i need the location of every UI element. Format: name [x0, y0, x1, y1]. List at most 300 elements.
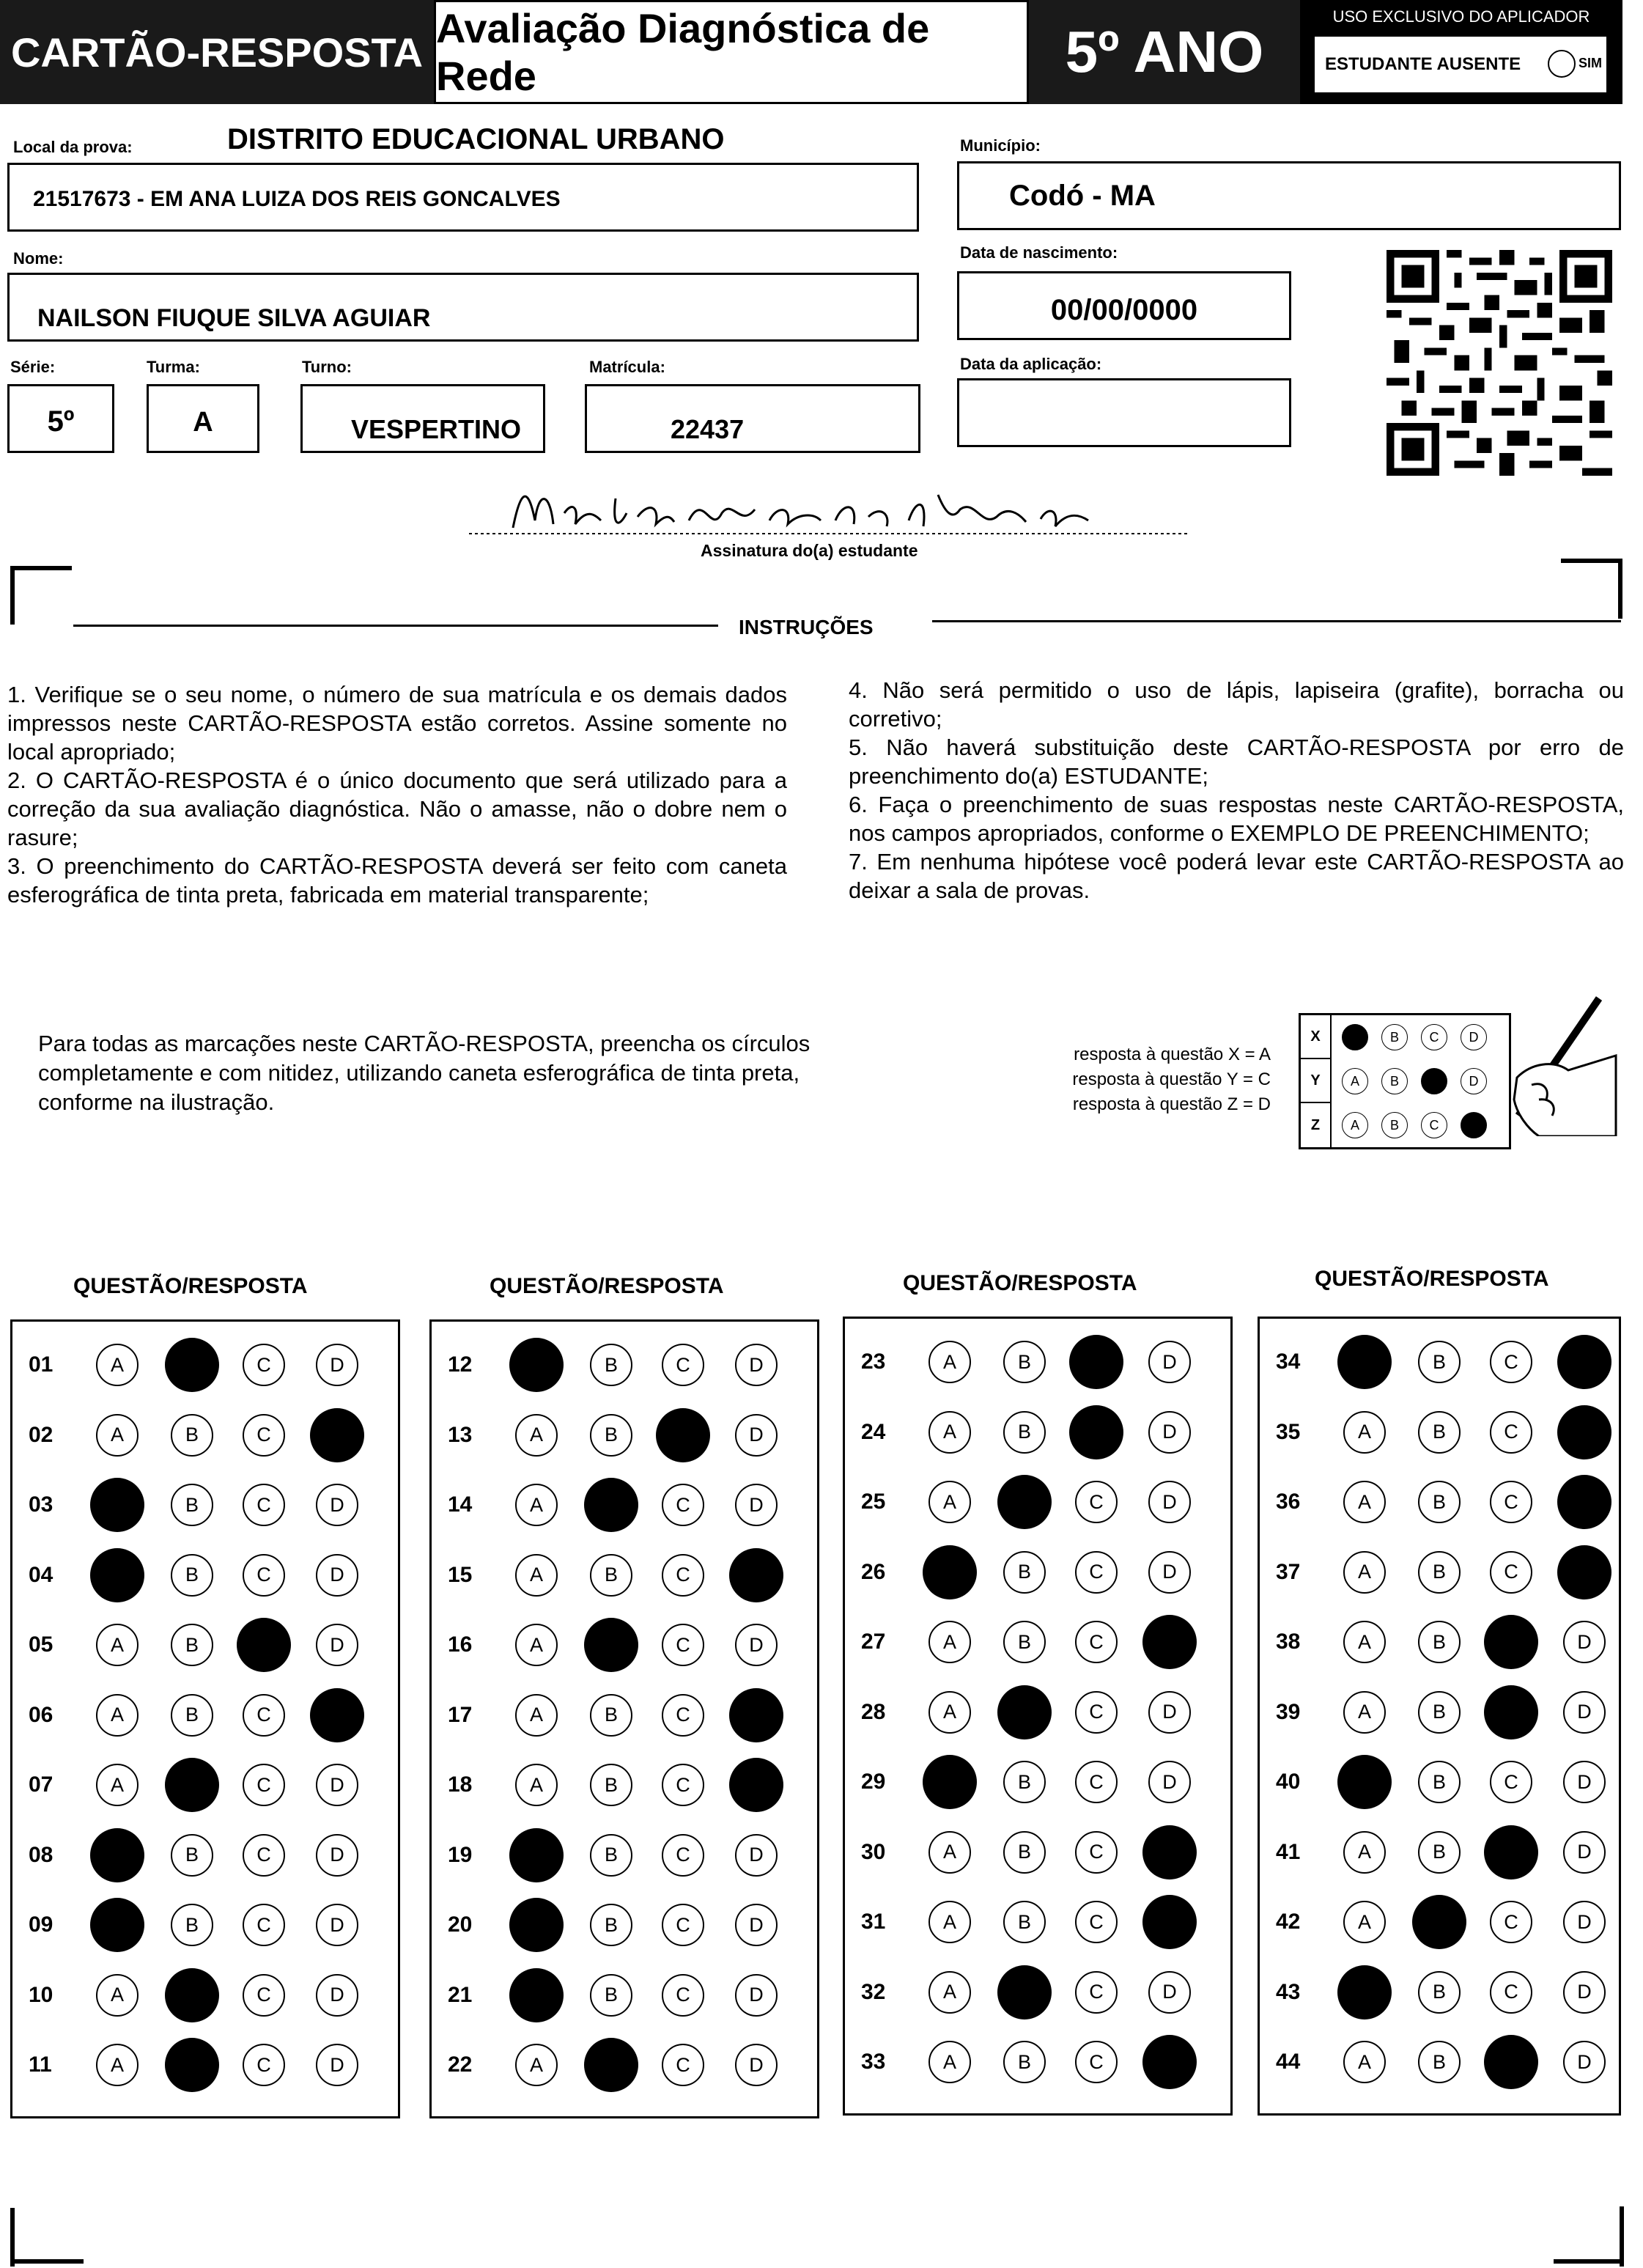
turno-box — [300, 384, 545, 453]
answer-bubble-c[interactable]: C — [243, 1764, 285, 1806]
question-number: 15 — [448, 1562, 473, 1587]
answer-bubble-c[interactable] — [1484, 1685, 1538, 1739]
answer-bubble-a[interactable] — [509, 1968, 564, 2022]
answer-bubble-d[interactable]: D — [1148, 1971, 1191, 2014]
matricula: 22437 — [671, 414, 745, 444]
answer-bubble-a[interactable]: A — [96, 1624, 139, 1666]
answer-bubble-d[interactable]: D — [316, 1554, 358, 1597]
answer-bubble-c[interactable]: C — [243, 2044, 285, 2086]
answer-bubble-a[interactable]: A — [1343, 1621, 1386, 1663]
answer-bubble-d[interactable] — [1142, 1895, 1197, 1949]
example-line: resposta à questão Z = D — [1072, 1094, 1271, 1114]
answer-bubble-a[interactable]: A — [96, 1344, 139, 1386]
answer-bubble-d[interactable]: D — [1148, 1411, 1191, 1454]
answer-bubble-d[interactable]: D — [316, 1624, 358, 1666]
answer-bubble-b[interactable] — [584, 1618, 638, 1672]
question-number: 04 — [29, 1562, 53, 1587]
question-number: 02 — [29, 1422, 53, 1447]
applicator-box — [1300, 0, 1622, 104]
answer-bubble-c[interactable]: C — [1075, 1551, 1118, 1594]
answer-bubble-b[interactable]: B — [590, 1904, 632, 1946]
answer-row — [12, 2044, 398, 2088]
answer-bubble-b[interactable]: B — [171, 1624, 213, 1666]
answer-bubble-c[interactable] — [1484, 2035, 1538, 2089]
answer-bubble-a[interactable] — [923, 1545, 977, 1599]
question-number: 03 — [29, 1492, 53, 1517]
answer-row — [1260, 1971, 1619, 2015]
instructions-col1 — [7, 680, 787, 909]
question-number: 13 — [448, 1422, 473, 1447]
example-bubble — [1342, 1024, 1368, 1050]
question-number: 33 — [861, 2050, 886, 2074]
answer-bubble-a[interactable]: A — [928, 1341, 971, 1383]
answer-bubble-c[interactable]: C — [662, 1974, 704, 2017]
answer-row — [12, 1974, 398, 2018]
answer-bubble-d[interactable] — [1142, 1615, 1197, 1669]
answer-bubble-c[interactable] — [1484, 1825, 1538, 1879]
answer-bubble-b[interactable]: B — [171, 1414, 213, 1457]
answer-bubble-a[interactable]: A — [928, 1621, 971, 1663]
answer-bubble-b[interactable]: B — [1418, 1691, 1461, 1734]
answer-bubble-b[interactable] — [1412, 1895, 1466, 1949]
applicator-label: USO EXCLUSIVO DO APLICADOR — [1332, 7, 1590, 26]
answer-bubble-c[interactable]: C — [662, 1624, 704, 1666]
municipio-box — [957, 161, 1621, 230]
answer-bubble-a[interactable] — [1337, 1965, 1392, 2020]
answer-bubble-d[interactable]: D — [735, 1904, 778, 1946]
answer-bubble-a[interactable]: A — [1343, 1551, 1386, 1594]
answer-bubble-d[interactable]: D — [316, 1764, 358, 1806]
answer-bubble-d[interactable] — [1557, 1475, 1611, 1529]
answer-bubble-c[interactable]: C — [243, 1344, 285, 1386]
answer-bubble-d[interactable] — [1557, 1545, 1611, 1599]
answer-bubble-a[interactable]: A — [515, 1414, 558, 1457]
example-grid — [1299, 1013, 1511, 1149]
answer-bubble-d[interactable] — [729, 1688, 783, 1742]
answer-panel — [429, 1319, 819, 2118]
signature-caption: Assinatura do(a) estudante — [701, 541, 918, 560]
answer-row — [845, 1341, 1230, 1385]
answer-bubble-b[interactable]: B — [1418, 1411, 1461, 1454]
answer-bubble-b[interactable]: B — [1418, 1551, 1461, 1594]
question-number: 43 — [1276, 1979, 1301, 2004]
serie-box — [7, 384, 114, 453]
example-bubble: D — [1461, 1068, 1487, 1094]
turma-box — [147, 384, 259, 453]
answer-bubble-b[interactable]: B — [171, 1554, 213, 1597]
answer-bubble-c[interactable]: C — [243, 1554, 285, 1597]
example-bubble: B — [1381, 1112, 1408, 1138]
answer-row — [845, 1621, 1230, 1665]
answer-bubble-a[interactable]: A — [515, 1764, 558, 1806]
answer-bubble-b[interactable]: B — [590, 1834, 632, 1877]
answer-bubble-d[interactable]: D — [735, 1414, 778, 1457]
answer-row — [432, 1484, 817, 1528]
answer-bubble-c[interactable] — [1069, 1405, 1123, 1459]
municipio: Codó - MA — [1009, 180, 1156, 212]
question-number: 23 — [861, 1350, 886, 1374]
answer-bubble-c[interactable]: C — [662, 1694, 704, 1737]
answer-bubble-b[interactable] — [584, 1478, 638, 1532]
instruction-item: 3. O preenchimento do CARTÃO-RESPOSTA deverá ser feito com caneta esferográfica de tinta preta, fabricada em material transparente; — [7, 853, 787, 907]
example-bubble: D — [1461, 1024, 1487, 1050]
instructions-rule-right — [932, 620, 1621, 622]
example-bubble — [1461, 1112, 1487, 1138]
answer-bubble-c[interactable]: C — [662, 1904, 704, 1946]
question-column-title: QUESTÃO/RESPOSTA — [490, 1274, 724, 1298]
question-number: 42 — [1276, 1910, 1301, 1934]
answer-row — [1260, 1551, 1619, 1595]
question-number: 05 — [29, 1632, 53, 1657]
answer-bubble-b[interactable]: B — [1003, 1761, 1046, 1803]
answer-bubble-a[interactable]: A — [1343, 1411, 1386, 1454]
answer-bubble-a[interactable]: A — [96, 2044, 139, 2086]
question-number: 27 — [861, 1630, 886, 1654]
fill-note: Para todas as marcações neste CARTÃO-RESPOSTA, preencha os círculos completamente e com nitidez, utilizando caneta esferográfica de tinta preta, conforme na ilustração. — [38, 1031, 811, 1115]
answer-bubble-a[interactable] — [1337, 1755, 1392, 1809]
answer-bubble-c[interactable]: C — [1075, 1901, 1118, 1943]
answer-row — [432, 1624, 817, 1668]
answer-row — [12, 1554, 398, 1598]
answer-row — [1260, 1411, 1619, 1455]
answer-bubble-c[interactable]: C — [243, 1484, 285, 1526]
matricula-label: Matrícula: — [589, 358, 665, 376]
instructions-col2 — [849, 676, 1624, 905]
answer-bubble-a[interactable]: A — [515, 2044, 558, 2086]
question-number: 14 — [448, 1492, 473, 1517]
question-number: 41 — [1276, 1839, 1301, 1864]
answer-bubble-d[interactable]: D — [1563, 1971, 1606, 2014]
question-number: 19 — [448, 1842, 473, 1867]
absent-checkbox[interactable] — [1548, 50, 1576, 78]
answer-bubble-b[interactable]: B — [1003, 1621, 1046, 1663]
answer-bubble-c[interactable]: C — [662, 1834, 704, 1877]
answer-bubble-c[interactable]: C — [1075, 1761, 1118, 1803]
answer-bubble-d[interactable]: D — [1563, 1901, 1606, 1943]
instructions-rule-left — [73, 625, 718, 627]
matricula-box — [585, 384, 920, 453]
answer-bubble-a[interactable] — [90, 1548, 144, 1602]
example-bubble: A — [1342, 1112, 1368, 1138]
answer-bubble-c[interactable]: C — [243, 1904, 285, 1946]
answer-bubble-b[interactable] — [997, 1685, 1052, 1739]
example-row-label: Z — [1301, 1103, 1332, 1147]
answer-bubble-c[interactable]: C — [243, 1414, 285, 1457]
answer-bubble-b[interactable] — [997, 1475, 1052, 1529]
answer-bubble-b[interactable] — [165, 1338, 219, 1392]
answer-bubble-d[interactable]: D — [316, 1974, 358, 2017]
answer-bubble-d[interactable]: D — [316, 1904, 358, 1946]
answer-bubble-b[interactable] — [165, 2038, 219, 2092]
question-number: 10 — [29, 1982, 53, 2007]
answer-bubble-c[interactable] — [1069, 1335, 1123, 1389]
exam-title: Avaliação Diagnóstica de Rede — [434, 0, 1029, 104]
answer-bubble-a[interactable]: A — [928, 2041, 971, 2083]
answer-row — [432, 1904, 817, 1948]
question-number: 40 — [1276, 1770, 1301, 1794]
answer-bubble-b[interactable]: B — [590, 1974, 632, 2017]
corner-mark-br-h — [1554, 2259, 1624, 2264]
pen-hand-illustration — [1488, 990, 1620, 1136]
answer-bubble-c[interactable]: C — [662, 1554, 704, 1597]
answer-bubble-c[interactable]: C — [662, 1764, 704, 1806]
answer-bubble-d[interactable]: D — [1148, 1761, 1191, 1803]
answer-bubble-d[interactable] — [310, 1408, 364, 1462]
instruction-item: 4. Não será permitido o uso de lápis, lapiseira (grafite), borracha ou corretivo; — [849, 677, 1624, 732]
answer-bubble-b[interactable]: B — [171, 1484, 213, 1526]
instruction-item: 7. Em nenhuma hipótese você poderá levar este CARTÃO-RESPOSTA ao deixar a sala de provas. — [849, 849, 1624, 903]
answer-bubble-d[interactable] — [1557, 1405, 1611, 1459]
answer-bubble-a[interactable]: A — [1343, 1481, 1386, 1523]
question-number: 38 — [1276, 1630, 1301, 1654]
answer-bubble-c[interactable]: C — [243, 1974, 285, 2017]
answer-bubble-a[interactable] — [90, 1478, 144, 1532]
question-number: 31 — [861, 1910, 886, 1934]
example-lines — [1032, 1042, 1271, 1117]
answer-bubble-b[interactable] — [165, 1758, 219, 1812]
answer-bubble-d[interactable]: D — [735, 1834, 778, 1877]
answer-bubble-c[interactable]: C — [1490, 1901, 1532, 1943]
answer-row — [1260, 1691, 1619, 1735]
example-bubble: A — [1342, 1068, 1368, 1094]
card-title: CARTÃO-RESPOSTA — [0, 0, 434, 104]
answer-bubble-b[interactable]: B — [590, 1764, 632, 1806]
example-bubble — [1421, 1068, 1447, 1094]
question-number: 16 — [448, 1632, 473, 1657]
answer-bubble-d[interactable]: D — [316, 1344, 358, 1386]
answer-bubble-c[interactable]: C — [1075, 1971, 1118, 2014]
answer-bubble-b[interactable]: B — [1003, 1551, 1046, 1594]
answer-bubble-b[interactable]: B — [171, 1694, 213, 1737]
answer-bubble-b[interactable]: B — [1003, 1411, 1046, 1454]
question-number: 37 — [1276, 1559, 1301, 1584]
nome-box — [7, 273, 919, 342]
answer-bubble-d[interactable]: D — [1148, 1551, 1191, 1594]
answer-bubble-c[interactable]: C — [1490, 1341, 1532, 1383]
question-number: 39 — [1276, 1699, 1301, 1724]
answer-bubble-c[interactable]: C — [1490, 1551, 1532, 1594]
answer-bubble-c[interactable] — [656, 1408, 710, 1462]
answer-row — [12, 1414, 398, 1458]
answer-bubble-d[interactable]: D — [1563, 1621, 1606, 1663]
answer-bubble-a[interactable]: A — [1343, 1691, 1386, 1734]
answer-bubble-d[interactable]: D — [735, 1974, 778, 2017]
answer-bubble-a[interactable] — [923, 1755, 977, 1809]
grade-title: 5º ANO — [1029, 0, 1300, 104]
qr-code — [1387, 248, 1612, 478]
answer-row — [12, 1484, 398, 1528]
answer-bubble-d[interactable]: D — [1148, 1691, 1191, 1734]
answer-bubble-a[interactable] — [90, 1828, 144, 1882]
absent-box — [1313, 35, 1608, 94]
answer-row — [12, 1694, 398, 1738]
answer-row — [845, 2041, 1230, 2085]
answer-bubble-d[interactable]: D — [735, 1624, 778, 1666]
question-number: 07 — [29, 1772, 53, 1797]
answer-bubble-c[interactable]: C — [662, 2044, 704, 2086]
instructions-title: INSTRUÇÕES — [739, 616, 874, 638]
answer-bubble-d[interactable] — [1142, 1825, 1197, 1879]
answer-bubble-a[interactable] — [90, 1898, 144, 1952]
answer-bubble-d[interactable]: D — [316, 1834, 358, 1877]
answer-bubble-a[interactable] — [1337, 1335, 1392, 1389]
answer-bubble-c[interactable]: C — [1490, 1761, 1532, 1803]
answer-panel — [10, 1319, 400, 2118]
answer-bubble-c[interactable] — [1484, 1615, 1538, 1669]
answer-bubble-a[interactable]: A — [96, 1694, 139, 1737]
answer-row — [432, 1414, 817, 1458]
answer-bubble-b[interactable] — [584, 2038, 638, 2092]
answer-bubble-c[interactable] — [237, 1618, 291, 1672]
example-row-label: X — [1301, 1015, 1332, 1059]
answer-bubble-a[interactable]: A — [96, 1764, 139, 1806]
answer-bubble-d[interactable]: D — [1148, 1341, 1191, 1383]
answer-bubble-a[interactable]: A — [1343, 1831, 1386, 1874]
answer-bubble-b[interactable]: B — [1418, 1481, 1461, 1523]
answer-bubble-c[interactable]: C — [1075, 1481, 1118, 1523]
example-line: resposta à questão X = A — [1074, 1045, 1271, 1064]
answer-bubble-c[interactable]: C — [1075, 1621, 1118, 1663]
answer-bubble-d[interactable] — [729, 1758, 783, 1812]
question-column-title: QUESTÃO/RESPOSTA — [1315, 1267, 1549, 1291]
nascimento-label: Data de nascimento: — [960, 243, 1118, 262]
answer-bubble-c[interactable]: C — [243, 1834, 285, 1877]
corner-mark-bl — [10, 2208, 15, 2267]
example-bubble: B — [1381, 1024, 1408, 1050]
answer-bubble-c[interactable]: C — [1490, 1971, 1532, 2014]
instruction-item: 5. Não haverá substituição deste CARTÃO-RESPOSTA por erro de preenchimento do(a) ESTUDANTE; — [849, 734, 1624, 789]
answer-bubble-d[interactable] — [1142, 2035, 1197, 2089]
serie-label: Série: — [10, 358, 56, 376]
answer-row — [845, 1761, 1230, 1805]
answer-bubble-b[interactable]: B — [1003, 2041, 1046, 2083]
question-number: 17 — [448, 1702, 473, 1727]
question-column-title: QUESTÃO/RESPOSTA — [73, 1274, 308, 1298]
school-box — [7, 163, 919, 232]
answer-panel — [843, 1317, 1233, 2116]
answer-row — [845, 1551, 1230, 1595]
answer-bubble-b[interactable]: B — [1418, 1621, 1461, 1663]
answer-bubble-c[interactable]: C — [662, 1484, 704, 1526]
answer-bubble-a[interactable]: A — [96, 1414, 139, 1457]
question-number: 29 — [861, 1770, 886, 1794]
answer-bubble-a[interactable] — [509, 1828, 564, 1882]
municipio-label: Município: — [960, 136, 1041, 155]
answer-bubble-d[interactable] — [729, 1548, 783, 1602]
answer-bubble-a[interactable]: A — [515, 1694, 558, 1737]
corner-mark-tl — [10, 566, 72, 570]
answer-row — [432, 1554, 817, 1598]
answer-bubble-b[interactable]: B — [1418, 1341, 1461, 1383]
answer-bubble-d[interactable]: D — [1148, 1481, 1191, 1523]
instruction-item: 2. O CARTÃO-RESPOSTA é o único documento que será utilizado para a correção da sua avaliação diagnóstica. Não o amasse, não o dobre nem o rasure; — [7, 767, 787, 850]
answer-bubble-b[interactable]: B — [1003, 1901, 1046, 1943]
answer-row — [845, 1971, 1230, 2015]
answer-bubble-b[interactable]: B — [1418, 2041, 1461, 2083]
answer-bubble-d[interactable] — [310, 1688, 364, 1742]
example-line: resposta à questão Y = C — [1072, 1069, 1271, 1089]
answer-row — [12, 1624, 398, 1668]
answer-bubble-c[interactable]: C — [662, 1344, 704, 1386]
answer-bubble-d[interactable]: D — [316, 2044, 358, 2086]
answer-bubble-a[interactable]: A — [928, 1691, 971, 1734]
signature — [469, 469, 1187, 550]
question-number: 25 — [861, 1490, 886, 1514]
answer-bubble-d[interactable] — [1557, 1335, 1611, 1389]
answer-bubble-b[interactable] — [997, 1965, 1052, 2020]
answer-bubble-d[interactable]: D — [1563, 1761, 1606, 1803]
answer-bubble-d[interactable]: D — [1563, 1691, 1606, 1734]
answer-bubble-a[interactable]: A — [928, 1411, 971, 1454]
answer-bubble-a[interactable]: A — [928, 1831, 971, 1874]
answer-bubble-a[interactable]: A — [1343, 2041, 1386, 2083]
answer-bubble-b[interactable]: B — [1418, 1971, 1461, 2014]
question-number: 26 — [861, 1559, 886, 1584]
answer-bubble-c[interactable]: C — [1490, 1481, 1532, 1523]
answer-bubble-d[interactable]: D — [1563, 2041, 1606, 2083]
answer-bubble-c[interactable]: C — [1075, 2041, 1118, 2083]
answer-bubble-b[interactable]: B — [1418, 1761, 1461, 1803]
aplicacao-label: Data da aplicação: — [960, 355, 1102, 373]
answer-bubble-a[interactable]: A — [928, 1481, 971, 1523]
answer-bubble-d[interactable]: D — [1563, 1831, 1606, 1874]
answer-bubble-a[interactable]: A — [515, 1554, 558, 1597]
answer-bubble-a[interactable]: A — [1343, 1901, 1386, 1943]
answer-row — [1260, 2041, 1619, 2085]
answer-bubble-b[interactable]: B — [171, 1904, 213, 1946]
answer-bubble-b[interactable]: B — [590, 1414, 632, 1457]
answer-bubble-b[interactable]: B — [590, 1554, 632, 1597]
answer-bubble-a[interactable]: A — [928, 1971, 971, 2014]
answer-bubble-c[interactable]: C — [243, 1694, 285, 1737]
corner-mark-br — [1620, 2206, 1624, 2267]
answer-bubble-b[interactable]: B — [1003, 1341, 1046, 1383]
answer-bubble-a[interactable] — [509, 1898, 564, 1952]
question-number: 44 — [1276, 2050, 1301, 2074]
answer-bubble-b[interactable]: B — [1003, 1831, 1046, 1874]
corner-mark-tr — [1561, 559, 1622, 563]
answer-bubble-b[interactable]: B — [1418, 1831, 1461, 1874]
answer-bubble-c[interactable]: C — [1490, 1411, 1532, 1454]
answer-bubble-a[interactable]: A — [928, 1901, 971, 1943]
answer-bubble-d[interactable]: D — [735, 1484, 778, 1526]
answer-row — [432, 1764, 817, 1808]
question-number: 11 — [29, 2052, 52, 2077]
answer-bubble-a[interactable]: A — [515, 1484, 558, 1526]
question-number: 09 — [29, 1912, 53, 1937]
answer-bubble-a[interactable]: A — [515, 1624, 558, 1666]
answer-bubble-b[interactable] — [165, 1968, 219, 2022]
answer-bubble-a[interactable]: A — [96, 1974, 139, 2017]
answer-bubble-b[interactable]: B — [171, 1834, 213, 1877]
question-number: 21 — [448, 1982, 473, 2007]
answer-bubble-c[interactable]: C — [1075, 1831, 1118, 1874]
answer-bubble-a[interactable] — [509, 1338, 564, 1392]
answer-row — [845, 1831, 1230, 1875]
answer-bubble-d[interactable]: D — [735, 1344, 778, 1386]
answer-bubble-b[interactable]: B — [590, 1344, 632, 1386]
turma-label: Turma: — [147, 358, 200, 376]
answer-row — [1260, 1831, 1619, 1875]
answer-bubble-d[interactable]: D — [735, 2044, 778, 2086]
answer-bubble-c[interactable]: C — [1075, 1691, 1118, 1734]
answer-row — [845, 1481, 1230, 1525]
answer-row — [432, 1694, 817, 1738]
answer-row — [432, 1344, 817, 1388]
absent-label: ESTUDANTE AUSENTE — [1325, 54, 1521, 74]
answer-bubble-b[interactable]: B — [590, 1694, 632, 1737]
answer-bubble-d[interactable]: D — [316, 1484, 358, 1526]
